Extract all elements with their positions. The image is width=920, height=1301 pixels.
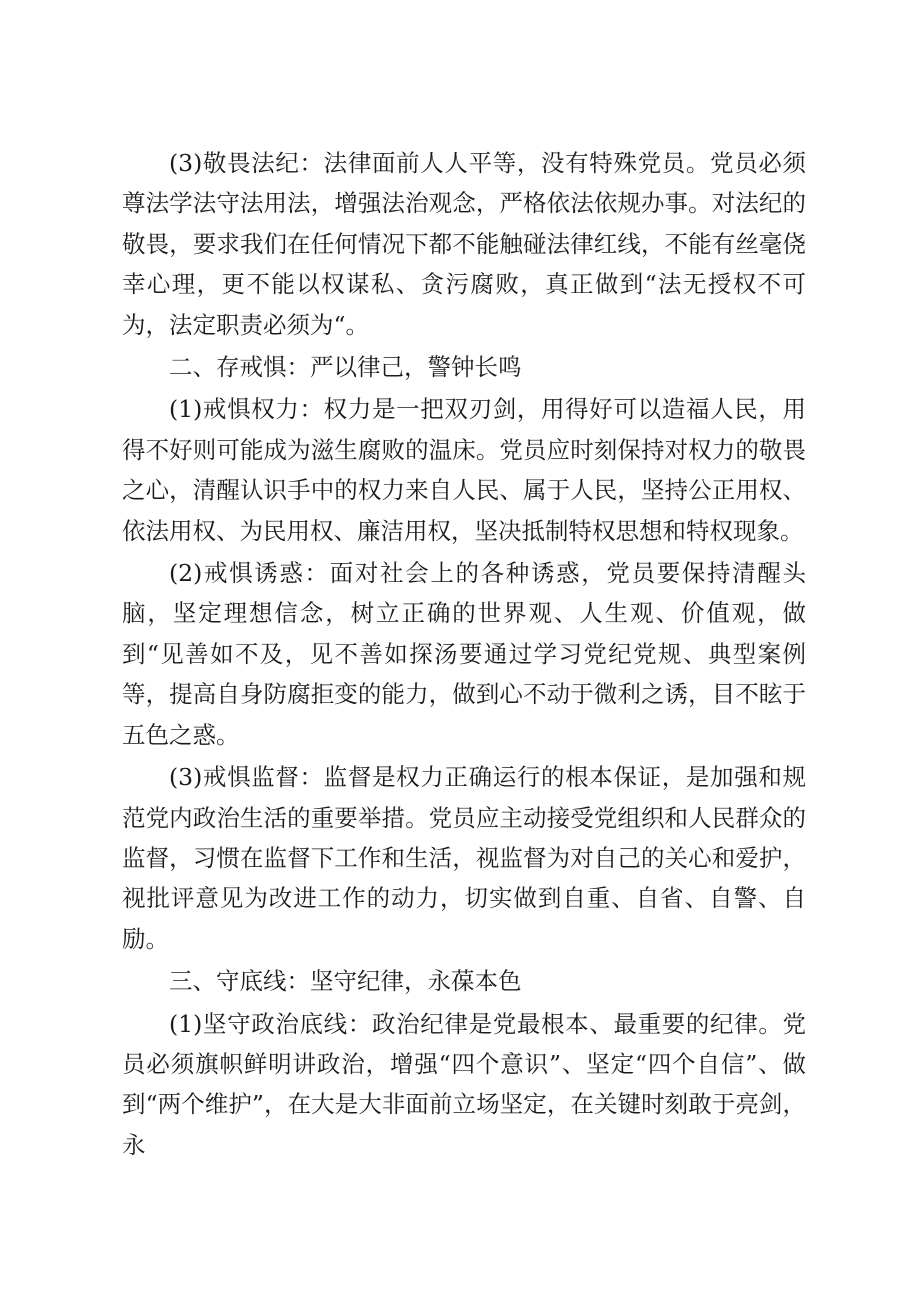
section-heading-2: 二、存戒惧：严以律己，警钟长鸣	[169, 353, 522, 382]
paragraph-revere-law: (3)敬畏法纪：法律面前人人平等，没有特殊党员。党员必须尊法学法守法用法，增强法治观念，严格依法依规办事。对法纪的敬畏，要求我们在任何情况下都不能触碰法律红线，不能有丝毫侥幸心理，更不能以权谋私、贪污腐败，真正做到“法无授权不可为，法定职责必须为“。	[122, 149, 806, 339]
paragraph-fear-supervision: (3)戒惧监督：监督是权力正确运行的根本保证，是加强和规范党内政治生活的重要举措。党员应主动接受党组织和人民群众的监督，习惯在监督下工作和生活，视监督为对自己的关心和爱护，视批评意见为改进工作的动力，切实做到自重、自省、自警、自励。	[122, 763, 806, 953]
section-heading-3: 三、守底线：坚守纪律，永葆本色	[169, 967, 522, 996]
document-body	[122, 143, 806, 1167]
paragraph-fear-temptation: (2)戒惧诱惑：面对社会上的各种诱惑，党员要保持清醒头脑，坚定理想信念，树立正确的世界观、人生观、价值观，做到“见善如不及，见不善如探汤要通过学习党纪党规、典型案例等，提高自身防腐拒变的能力，做到心不动于微利之诱，目不眩于五色之惑。	[122, 559, 806, 749]
paragraph-fear-power: (1)戒惧权力：权力是一把双刃剑，用得好可以造福人民，用得不好则可能成为滋生腐败的温床。党员应时刻保持对权力的敬畏之心，清醒认识手中的权力来自人民、属于人民，坚持公正用权、依法用权、为民用权、廉洁用权，坚决抵制特权思想和特权现象。	[122, 395, 806, 545]
paragraph-political-bottom-line: (1)坚守政治底线：政治纪律是党最根本、最重要的纪律。党员必须旗帜鲜明讲政治，增强“四个意识”、坚定“四个自信”、做到“两个维护”，在大是大非面前立场坚定，在关键时刻敢于亮剑，永	[122, 1009, 806, 1159]
